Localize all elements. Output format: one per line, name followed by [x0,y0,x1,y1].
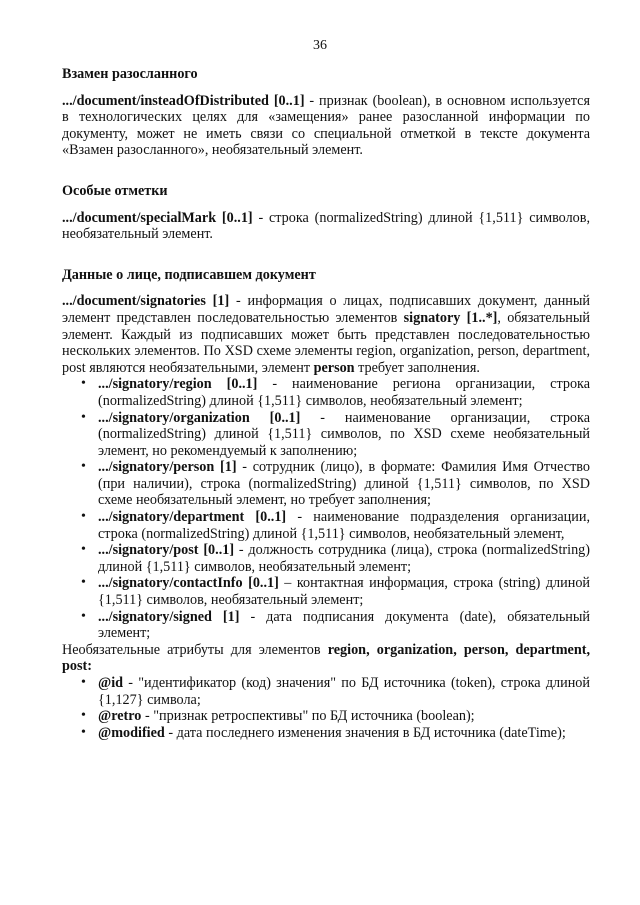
signatory-element-name: signatory [1..*] [403,309,498,326]
section-paragraph-signatories [62,293,590,376]
element-multiplicity: [1] [212,293,230,310]
element-multiplicity: [0..1] [248,575,279,592]
bullet-icon: • [81,509,86,525]
element-description: - информация о лицах, подписавших документ, данный элемент представлен последовательностью элементов [62,293,590,326]
attribute-description: - "идентификатор (код) значения" по БД источника (token), строка длиной {1,127} символа; [98,675,590,708]
element-description: - должность сотрудника (лица), строка (normalizedString) длиной {1,511} символов, необязательный элемент; [98,542,590,575]
element-path: .../signatory/region [98,376,212,393]
element-multiplicity: [0..1] [255,509,287,526]
section-paragraph-instead-of-distributed [62,93,590,159]
element-description: - строка (normalizedString) длиной {1,511} символов, необязательный элемент. [62,209,590,243]
person-element-name: person [313,359,355,376]
element-path: .../signatory/signed [98,608,212,625]
bullet-icon: • [81,608,86,624]
element-multiplicity: [1] [222,608,240,625]
bullet-icon: • [81,459,86,475]
attributes-list [62,675,590,741]
page-content [62,66,590,741]
element-multiplicity: [0..1] [273,92,305,109]
element-description: - признак (boolean), в основном используется в технологических целях для «замещения» ранее разосланной информации по документу, может не иметь связи со специальной отметкой в тексте документа «Взамен разосланного», необязательный элемент. [62,92,591,159]
element-path: .../signatory/department [98,509,245,526]
signatory-element-list [62,376,590,642]
list-item [62,609,590,642]
bullet-icon: • [81,575,86,591]
element-description: - сотрудник (лицо), в формате: Фамилия Имя Отчество (при наличии), строка (normalizedString) длиной {1,511} символов, по XSD схеме необязательный элемент, но требует заполнения; [98,459,591,509]
list-item [62,509,590,542]
list-item [62,542,590,575]
list-item [62,575,590,608]
element-multiplicity: [0..1] [203,542,235,559]
attribute-description: - дата последнего изменения значения в БД источника (dateTime); [164,724,566,741]
list-item [62,675,590,708]
bullet-icon: • [81,409,86,425]
element-path: .../document/signatories [62,293,206,310]
section-paragraph-special-mark [62,210,590,243]
element-multiplicity: [1] [220,459,237,476]
bullet-icon: • [81,675,86,690]
attributes-element-names: region, organization, person, department, post [62,641,590,675]
attribute-name: @retro [98,708,142,725]
element-description: - дата подписания документа (date), обязательный элемент; [98,608,591,642]
element-description: - наименование региона организации, строка (normalizedString) длиной {1,511} символов, необязательный элемент; [98,376,591,409]
element-description: - наименование организации, строка (normalizedString) длиной {1,511} символов, по XSD схеме необязательный элемент, но рекомендуемый к заполнению; [98,409,590,459]
element-description: – контактная информация, строка (string) длиной {1,511} символов, необязательный элемент; [98,575,591,609]
element-path: .../document/specialMark [62,209,217,226]
list-item [62,725,590,742]
element-description: , обязательный элемент. Каждый из подписавших может быть представлен последовательностью нескольких элементов. По XSD схеме элементы region, organization, person, department, post являются необязательными, элемент [62,309,590,376]
list-item [62,708,590,725]
element-description: - наименование подразделения организации, строка (normalizedString) длиной {1,511} символов, необязательный элемент, [98,509,591,542]
bullet-icon: • [81,542,86,558]
attribute-name: @modified [98,724,165,741]
section-heading-instead-of-distributed: Взамен разосланного [62,66,198,82]
attribute-name: @id [98,675,124,691]
element-path: .../signatory/organization [98,409,250,426]
page-number: 36 [313,38,327,53]
bullet-icon: • [81,724,86,740]
section-heading-special-mark: Особые отметки [62,182,168,199]
element-description: требует заполнения. [354,359,480,376]
bullet-icon: • [81,708,86,724]
element-path: .../document/insteadOfDistributed [62,92,269,109]
element-path: .../signatory/post [98,542,199,559]
list-item [62,410,590,460]
element-path: .../signatory/contactInfo [98,575,243,592]
element-multiplicity: [0..1] [221,209,253,226]
attribute-description: - "признак ретроспективы" по БД источника (boolean); [141,708,475,725]
element-multiplicity: [0..1] [226,376,258,393]
list-item [62,376,590,409]
element-multiplicity: [0..1] [269,409,301,426]
element-path: .../signatory/person [98,459,215,476]
attributes-intro: Необязательные атрибуты для элементов region, organization, person, department, post: [62,641,590,675]
list-item [62,459,590,509]
section-heading-signatories: Данные о лице, подписавшем документ [62,266,316,283]
bullet-icon: • [81,376,86,392]
